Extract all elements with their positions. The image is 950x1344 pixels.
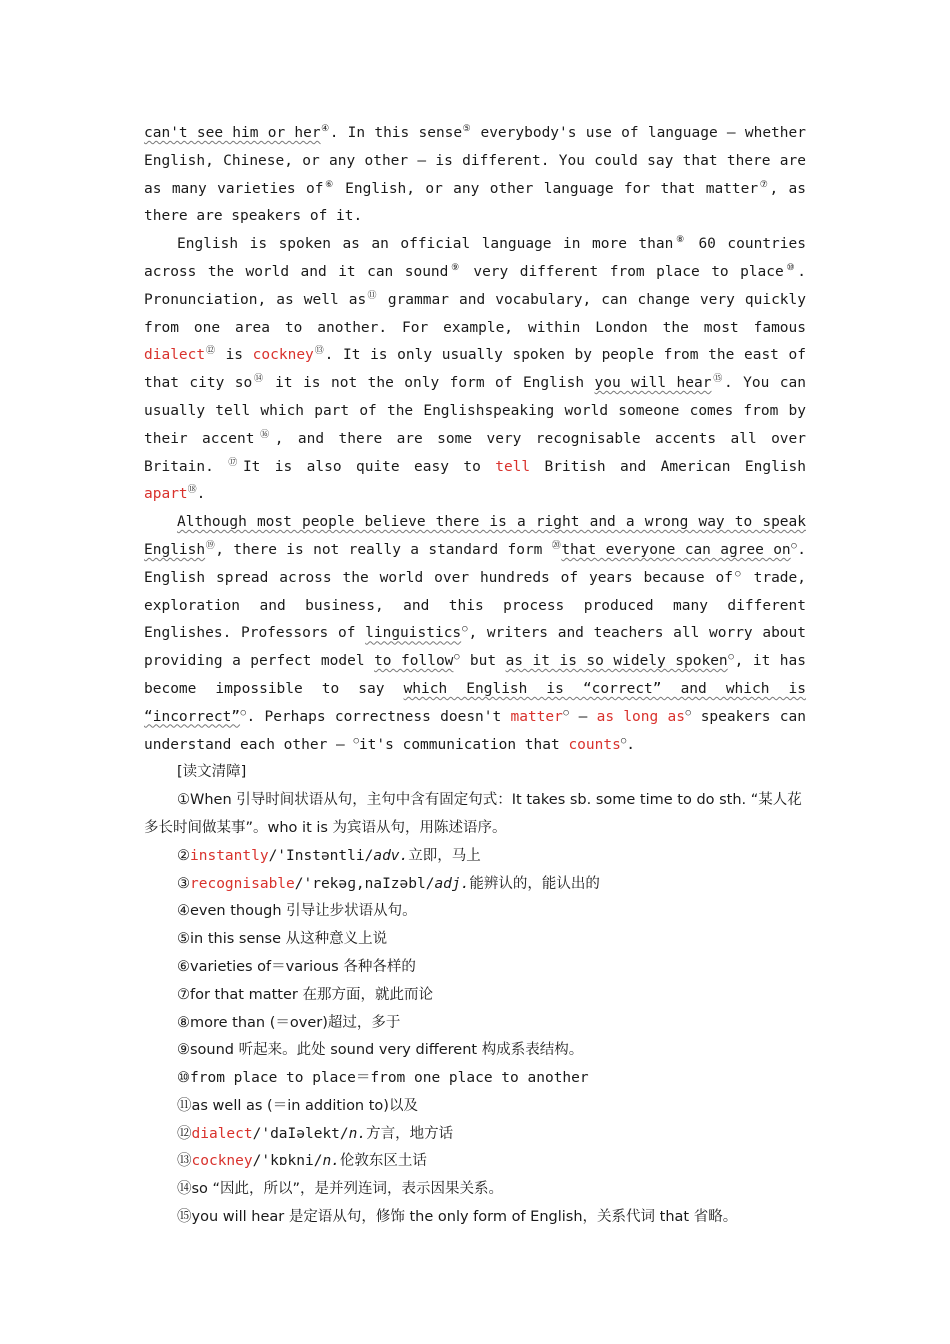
note-marker: ○ — [727, 652, 735, 663]
vocab-highlight: as long as — [596, 708, 685, 725]
note-marker: ⑥ — [323, 179, 335, 190]
text-run: it is not the only form of English — [264, 375, 595, 392]
note-marker: ⑫ — [205, 346, 216, 357]
note-number: ⑮ — [177, 1209, 192, 1226]
sentence-underline: which English is “correct” and which is “incorrect” — [144, 680, 806, 725]
note-text: you will hear 是定语从句，修饰 the only form of English，关系代词 that 省略。 — [191, 1209, 738, 1226]
note-marker: ○ — [620, 735, 627, 746]
document-content — [144, 120, 806, 1232]
note-item-15 — [144, 1204, 806, 1232]
paragraph-1 — [144, 120, 806, 231]
note-number: ⑨ — [177, 1042, 190, 1059]
text-run: trade, exploration and business, and this process produced many different Englishes. Professors of — [144, 569, 806, 642]
note-word: recognisable — [190, 875, 295, 892]
vocab-highlight: tell — [495, 458, 531, 475]
note-pos: adv. — [373, 847, 409, 864]
note-definition: 伦敦东区土话 — [339, 1153, 427, 1170]
text-run: but — [460, 653, 506, 670]
note-number: ⑤ — [177, 931, 190, 948]
note-item-3 — [144, 871, 806, 899]
vocab-highlight: cockney — [252, 347, 314, 364]
note-definition: 方言，地方话 — [366, 1125, 454, 1142]
note-text: as well as (＝in addition to)以及 — [191, 1097, 418, 1114]
text-run: it's communication that — [358, 736, 569, 753]
notes-header: [读文清障] — [177, 764, 247, 781]
note-text: from place to place＝from one place to another — [190, 1070, 589, 1087]
note-text: even though 引导让步状语从句。 — [190, 903, 417, 920]
text-run: . Perhaps correctness doesn't — [246, 708, 511, 725]
note-number: ⑦ — [177, 986, 190, 1003]
note-marker: ○ — [353, 735, 359, 746]
note-number: ④ — [177, 903, 190, 920]
text-run: grammar and vocabulary, can change very quickly from one area to another. For example, within London the most famous — [144, 291, 806, 336]
text-run: is — [215, 347, 253, 364]
text-run: English, or any other language for that matter — [334, 180, 759, 197]
note-item-12 — [144, 1121, 806, 1149]
note-text: varieties of＝various 各种各样的 — [190, 958, 416, 975]
note-pos: n. — [322, 1153, 340, 1170]
note-marker: ○ — [562, 707, 570, 718]
note-marker: ⑱ — [187, 485, 197, 496]
text-run: everybody's use of language — whether English, Chinese, or any other — is different. You could say that there are as many varieties of — [144, 125, 806, 197]
note-item-14 — [144, 1176, 806, 1204]
text-run: . It is only usually spoken by people from the east of that city so — [144, 347, 806, 392]
text-run: . Pronunciation, as well as — [144, 263, 806, 308]
text-run: . In this sense — [329, 125, 463, 141]
vocab-highlight: matter — [510, 708, 563, 725]
note-marker: ○ — [790, 540, 798, 551]
note-number: ⑥ — [177, 958, 190, 975]
note-marker: ○ — [684, 707, 692, 718]
note-number: ⑧ — [177, 1014, 190, 1031]
note-pos: n. — [348, 1125, 367, 1142]
note-marker: ⑮ — [711, 374, 724, 385]
text-run: , and there are some very recognisable accents all over Britain. — [144, 430, 806, 475]
note-marker: ○ — [733, 568, 743, 579]
note-number: ① — [177, 792, 190, 809]
note-pronunciation: /'kɒkni/ — [252, 1153, 323, 1170]
note-pos: adj. — [434, 875, 470, 892]
vocab-highlight: counts — [568, 736, 621, 753]
note-pronunciation: /'daIəlekt/ — [252, 1125, 349, 1142]
sentence-underline: Although most people believe there is a right and a wrong way to speak English — [144, 514, 806, 558]
note-number: ⑬ — [177, 1153, 192, 1170]
note-marker: ⑲ — [205, 540, 216, 551]
note-number: ② — [177, 847, 190, 864]
note-number: ⑫ — [177, 1125, 192, 1142]
note-item-5 — [144, 926, 806, 954]
text-run: , it has become impossible to say — [144, 653, 807, 697]
paragraph-3 — [144, 509, 806, 759]
note-word: cockney — [191, 1153, 253, 1170]
note-number: ⑩ — [177, 1070, 190, 1087]
text-run: very different from place to place — [461, 263, 784, 280]
note-marker: ⑩ — [783, 262, 798, 273]
sentence-underline: to follow — [374, 653, 454, 670]
note-definition: 立即，马上 — [408, 847, 481, 864]
note-item-8 — [144, 1010, 806, 1038]
note-item-13 — [144, 1148, 806, 1176]
text-run: British and American English — [530, 458, 806, 475]
note-text: for that matter 在那方面，就此而论 — [190, 986, 433, 1003]
text-run: , as there are speakers of it. — [144, 180, 806, 225]
note-text: so “因此，所以”，是并列连词，表示因果关系。 — [191, 1181, 504, 1198]
note-number: ⑭ — [177, 1181, 192, 1198]
note-item-6 — [144, 954, 806, 982]
note-number: ③ — [177, 875, 190, 892]
text-run: 60 countries across the world and it can sound — [144, 236, 806, 280]
note-word: instantly — [190, 847, 269, 864]
note-item-11 — [144, 1093, 806, 1121]
sentence-underline: you will hear — [594, 375, 712, 392]
sentence-underline: as it is so widely spoken — [505, 653, 728, 670]
paragraph-2 — [144, 231, 806, 509]
note-item-1 — [144, 787, 806, 843]
text-run: speakers can understand each other — — [144, 708, 806, 753]
note-text: sound 听起来。此处 sound very different 构成系表结构。 — [190, 1042, 584, 1059]
vocab-highlight: apart — [144, 486, 188, 503]
sentence-underline: linguistics — [365, 625, 462, 642]
note-word: dialect — [191, 1125, 253, 1142]
text-run: — — [569, 708, 597, 725]
note-pronunciation: /'Instəntli/ — [268, 847, 374, 864]
note-definition: 能辨认的，能认出的 — [469, 875, 600, 892]
text-run: . — [196, 486, 206, 503]
text-run: . You can usually tell which part of the Englishspeaking world someone comes from by their accent — [144, 375, 806, 447]
text-run: . English spread across the world over hundreds of years because of — [144, 541, 806, 586]
note-marker: ○ — [461, 624, 469, 635]
note-text: When 引导时间状语从句，主句中含有固定句式：It takes sb. some time to do sth. “某人花多长时间做某事”。who it is 为宾语从句，用陈述语序。 — [144, 792, 802, 836]
sentence-underline: that everyone can agree on — [561, 541, 791, 558]
note-marker: ⑰ — [228, 457, 243, 468]
note-marker: ⑯ — [254, 429, 275, 440]
note-marker: ④ — [320, 124, 330, 134]
text-run: , there is not really a standard form — [215, 541, 552, 558]
text-run: . — [626, 736, 635, 753]
note-marker: ○ — [453, 652, 461, 663]
sentence-underline: can't see him or her — [144, 125, 321, 141]
vocab-highlight: dialect — [144, 347, 206, 364]
note-marker: ○ — [240, 707, 247, 718]
note-item-9 — [144, 1037, 806, 1065]
note-text: in this sense 从这种意义上说 — [190, 931, 388, 948]
note-marker: ⑬ — [313, 346, 325, 357]
note-number: ⑪ — [177, 1097, 192, 1114]
note-item-2 — [144, 843, 806, 871]
note-marker: ⑦ — [758, 179, 770, 190]
note-pronunciation: /'rekəɡ,naIzəbl/ — [294, 875, 435, 892]
note-marker: ⑪ — [366, 290, 378, 301]
note-item-7 — [144, 982, 806, 1010]
note-text: more than (＝over)超过，多于 — [190, 1014, 401, 1031]
text-run: It is also quite easy to — [242, 458, 496, 475]
note-marker: ⑤ — [462, 124, 472, 134]
note-marker: ⑧ — [673, 235, 687, 246]
text-run: , writers and teachers all worry about providing a perfect model — [144, 625, 806, 670]
note-item-4 — [144, 898, 806, 926]
note-marker: ⑳ — [551, 540, 562, 551]
note-marker: ⑭ — [252, 374, 265, 385]
note-marker: ⑨ — [448, 262, 462, 273]
note-item-10 — [144, 1065, 806, 1093]
text-run: English is spoken as an official language in more than — [177, 236, 674, 253]
